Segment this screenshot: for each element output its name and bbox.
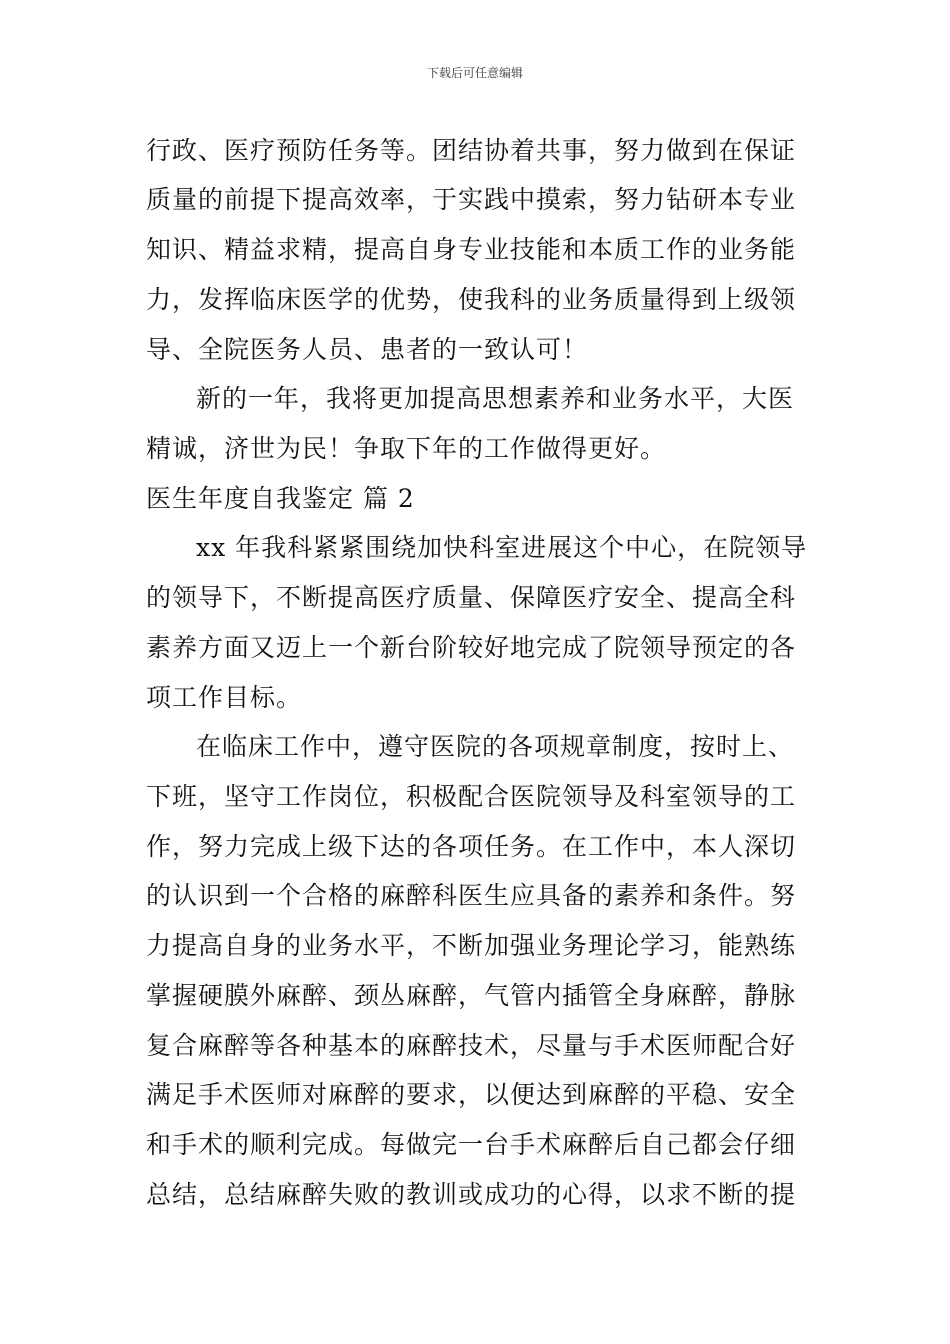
body-line: 的领导下，不断提高医疗质量、保障医疗安全、提高全科	[146, 583, 797, 612]
body-line: 复合麻醉等各种基本的麻醉技术，尽量与手术医师配合好	[146, 1031, 797, 1060]
body-line: 项工作目标。	[146, 683, 303, 712]
body-line: 精诚，济世为民！争取下年的工作做得更好。	[146, 434, 667, 463]
body-line: 力，发挥临床医学的优势，使我科的业务质量得到上级领	[146, 285, 797, 314]
body-line: 掌握硬膜外麻醉、颈丛麻醉，气管内插管全身麻醉，静脉	[146, 981, 797, 1010]
body-line: 行政、医疗预防任务等。团结协着共事，努力做到在保证	[146, 136, 797, 165]
body-line: 和手术的顺利完成。每做完一台手术麻醉后自己都会仔细	[146, 1130, 797, 1159]
body-line: 素养方面又迈上一个新台阶较好地完成了院领导预定的各	[146, 633, 797, 662]
paragraph-first-line: 新的一年，我将更加提高思想素养和业务水平，大医	[196, 384, 795, 413]
body-line: 总结，总结麻醉失败的教训或成功的心得，以求不断的提	[146, 1180, 797, 1209]
body-line: 作，努力完成上级下达的各项任务。在工作中，本人深切	[146, 832, 797, 861]
body-line: 导、全院医务人员、患者的一致认可！	[146, 335, 589, 364]
body-line: 满足手术医师对麻醉的要求，以便达到麻醉的平稳、安全	[146, 1080, 797, 1109]
body-line: 质量的前提下提高效率，于实践中摸索，努力钻研本专业	[146, 185, 797, 214]
paragraph-first-line: xx 年我科紧紧围绕加快科室进展这个中心，在院领导	[196, 533, 808, 562]
paragraph-first-line: 在临床工作中，遵守医院的各项规章制度，按时上、	[196, 732, 795, 761]
body-line: 知识、精益求精，提高自身专业技能和本质工作的业务能	[146, 235, 797, 264]
section-heading: 医生年度自我鉴定 篇 2	[146, 484, 415, 513]
page-header: 下载后可任意编辑	[426, 66, 523, 80]
body-line: 力提高自身的业务水平，不断加强业务理论学习，能熟练	[146, 931, 797, 960]
body-line: 的认识到一个合格的麻醉科医生应具备的素养和条件。努	[146, 881, 797, 910]
body-line: 下班，坚守工作岗位，积极配合医院领导及科室领导的工	[146, 782, 797, 811]
